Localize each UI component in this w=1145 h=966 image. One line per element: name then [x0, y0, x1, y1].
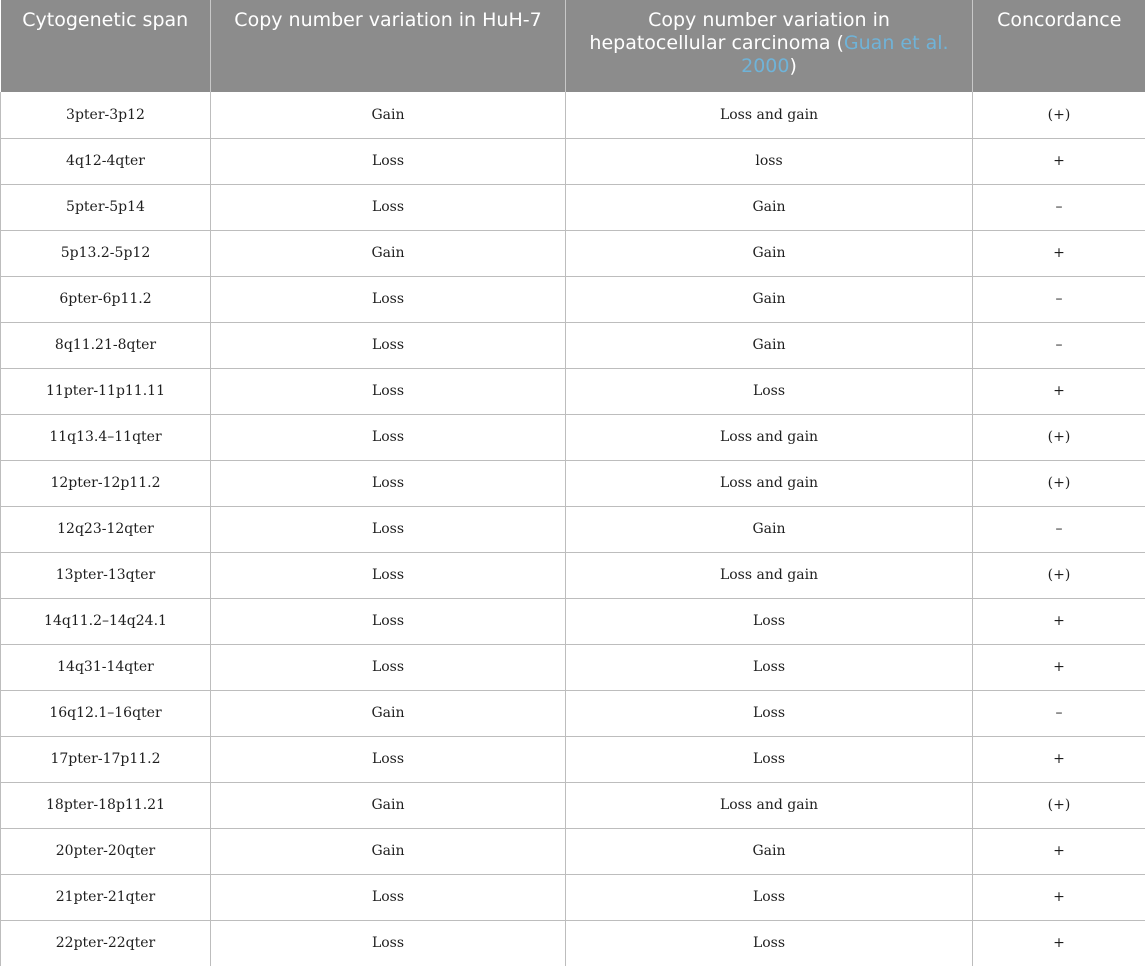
cell-cytogenetic-span: 11q13.4–11qter: [1, 414, 211, 460]
cell-cnv-hcc: Gain: [566, 276, 973, 322]
cell-cytogenetic-span: 11pter-11p11.11: [1, 368, 211, 414]
table-row: [1, 184, 1145, 230]
table-row: [1, 690, 1145, 736]
table-row: [1, 92, 1145, 138]
table-header: [1, 0, 1145, 92]
cell-cnv-huh7: Loss: [211, 736, 566, 782]
cell-cytogenetic-span: 20pter-20qter: [1, 828, 211, 874]
cell-cytogenetic-span: 22pter-22qter: [1, 920, 211, 966]
cell-cnv-huh7: Gain: [211, 92, 566, 138]
cell-concordance: +: [973, 368, 1145, 414]
header-cnv-hcc-close: ): [789, 55, 796, 77]
header-cnv-hcc: [566, 0, 973, 92]
cell-concordance: +: [973, 230, 1145, 276]
cell-cytogenetic-span: 17pter-17p11.2: [1, 736, 211, 782]
cell-cnv-huh7: Loss: [211, 506, 566, 552]
cell-concordance: (+): [973, 92, 1145, 138]
table-row: [1, 230, 1145, 276]
cell-cytogenetic-span: 5pter-5p14: [1, 184, 211, 230]
cell-cnv-huh7: Loss: [211, 322, 566, 368]
cell-concordance: +: [973, 874, 1145, 920]
table-row: [1, 506, 1145, 552]
cell-concordance: +: [973, 736, 1145, 782]
cell-cytogenetic-span: 6pter-6p11.2: [1, 276, 211, 322]
cell-cnv-hcc: Loss and gain: [566, 782, 973, 828]
table-row: [1, 138, 1145, 184]
cell-cnv-huh7: Gain: [211, 782, 566, 828]
cell-cnv-hcc: Gain: [566, 322, 973, 368]
cell-cnv-huh7: Loss: [211, 644, 566, 690]
cell-cnv-hcc: Loss and gain: [566, 460, 973, 506]
cell-concordance: +: [973, 138, 1145, 184]
table-row: [1, 828, 1145, 874]
cell-cnv-hcc: Loss: [566, 598, 973, 644]
cell-cnv-hcc: Loss and gain: [566, 414, 973, 460]
cell-cnv-huh7: Loss: [211, 138, 566, 184]
table-body: [1, 92, 1145, 966]
cell-cnv-huh7: Loss: [211, 598, 566, 644]
cell-concordance: –: [973, 184, 1145, 230]
cell-cnv-hcc: loss: [566, 138, 973, 184]
cell-cytogenetic-span: 18pter-18p11.21: [1, 782, 211, 828]
cell-cytogenetic-span: 21pter-21qter: [1, 874, 211, 920]
table-row: [1, 920, 1145, 966]
cell-cnv-huh7: Gain: [211, 690, 566, 736]
cell-concordance: +: [973, 598, 1145, 644]
cell-cnv-huh7: Loss: [211, 460, 566, 506]
cell-cnv-hcc: Loss: [566, 736, 973, 782]
cell-cnv-huh7: Loss: [211, 414, 566, 460]
cell-cytogenetic-span: 8q11.21-8qter: [1, 322, 211, 368]
table-row: [1, 322, 1145, 368]
cell-cnv-huh7: Loss: [211, 368, 566, 414]
cell-cytogenetic-span: 14q31-14qter: [1, 644, 211, 690]
cell-concordance: –: [973, 506, 1145, 552]
cell-concordance: –: [973, 690, 1145, 736]
cell-concordance: (+): [973, 460, 1145, 506]
cell-cnv-hcc: Loss: [566, 644, 973, 690]
cell-cytogenetic-span: 5p13.2-5p12: [1, 230, 211, 276]
table-row: [1, 782, 1145, 828]
cell-cnv-hcc: Loss and gain: [566, 552, 973, 598]
table-row: [1, 276, 1145, 322]
cell-cytogenetic-span: 3pter-3p12: [1, 92, 211, 138]
header-cnv-huh7: Copy number variation in HuH-7: [211, 0, 566, 92]
header-concordance: Concordance: [973, 0, 1145, 92]
cell-concordance: +: [973, 920, 1145, 966]
table-row: [1, 460, 1145, 506]
cell-concordance: +: [973, 828, 1145, 874]
table-row: [1, 552, 1145, 598]
table-row: [1, 414, 1145, 460]
cell-cnv-huh7: Loss: [211, 920, 566, 966]
citation-link[interactable]: Guan et al. 2000: [741, 32, 948, 77]
cell-cnv-huh7: Loss: [211, 184, 566, 230]
cell-cnv-huh7: Loss: [211, 874, 566, 920]
cell-concordance: –: [973, 276, 1145, 322]
cell-cytogenetic-span: 14q11.2–14q24.1: [1, 598, 211, 644]
cell-concordance: (+): [973, 782, 1145, 828]
cell-cnv-huh7: Loss: [211, 552, 566, 598]
cell-cnv-hcc: Gain: [566, 230, 973, 276]
cell-cytogenetic-span: 16q12.1–16qter: [1, 690, 211, 736]
cell-cytogenetic-span: 12pter-12p11.2: [1, 460, 211, 506]
table-row: [1, 598, 1145, 644]
cell-concordance: (+): [973, 552, 1145, 598]
cell-concordance: (+): [973, 414, 1145, 460]
cell-cytogenetic-span: 12q23-12qter: [1, 506, 211, 552]
header-cnv-hcc-text: Copy number variation in hepatocellular carcinoma (: [589, 9, 889, 54]
cell-cnv-hcc: Gain: [566, 506, 973, 552]
cell-cnv-huh7: Gain: [211, 828, 566, 874]
cell-cnv-hcc: Loss: [566, 690, 973, 736]
header-row: [1, 0, 1145, 92]
cell-cnv-hcc: Loss: [566, 368, 973, 414]
cell-cnv-hcc: Loss: [566, 920, 973, 966]
cell-cnv-hcc: Loss: [566, 874, 973, 920]
table-row: [1, 644, 1145, 690]
cell-cnv-huh7: Gain: [211, 230, 566, 276]
cell-cnv-hcc: Gain: [566, 184, 973, 230]
cell-cnv-huh7: Loss: [211, 276, 566, 322]
table-row: [1, 736, 1145, 782]
header-cytogenetic-span: Cytogenetic span: [1, 0, 211, 92]
cell-cytogenetic-span: 13pter-13qter: [1, 552, 211, 598]
cell-concordance: –: [973, 322, 1145, 368]
cell-cytogenetic-span: 4q12-4qter: [1, 138, 211, 184]
table-row: [1, 874, 1145, 920]
cell-cnv-hcc: Loss and gain: [566, 92, 973, 138]
cell-cnv-hcc: Gain: [566, 828, 973, 874]
cell-concordance: +: [973, 644, 1145, 690]
table-row: [1, 368, 1145, 414]
